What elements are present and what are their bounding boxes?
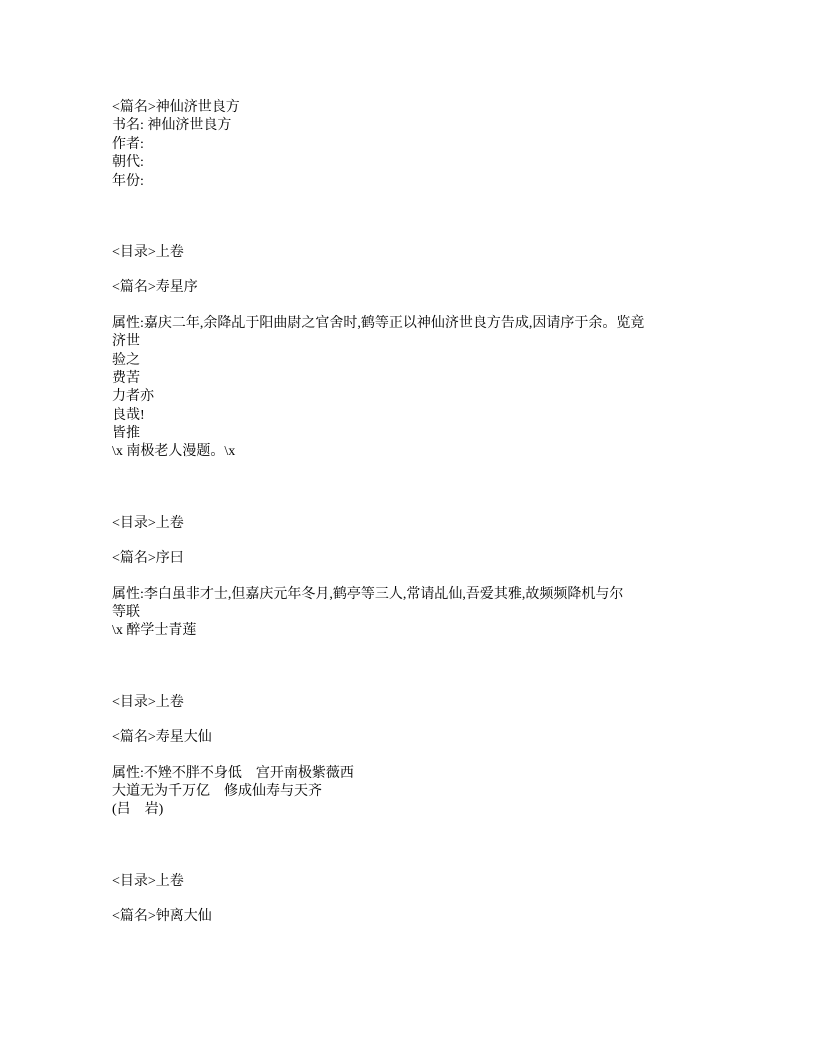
body-line: 费苦 <box>112 370 140 386</box>
section-title-line: <篇名>寿星大仙 <box>112 730 212 746</box>
header-line: 朝代: <box>112 155 144 171</box>
toc-line: <目录>上卷 <box>112 244 184 260</box>
header-line: 年份: <box>112 173 144 189</box>
body-line: \x 南极老人漫题。\x <box>112 444 236 460</box>
body-line: 济世 <box>112 334 140 350</box>
body-line: 验之 <box>112 352 140 368</box>
body-line: 属性:不矬不胖不身低 宫开南极紫薇西 <box>112 765 354 781</box>
body-line: 属性:李白虽非才士,但嘉庆元年冬月,鹤亭等三人,常请乩仙,吾爱其雅,故频频降机与尔 <box>112 586 624 602</box>
blank-lines <box>112 748 727 765</box>
body-line: 属性:嘉庆二年,余降乩于阳曲尉之官舍时,鹤等正以神仙济世良方告成,因请序于余。览竟 <box>112 315 645 331</box>
body-line: (吕 岩) <box>112 802 164 818</box>
toc-line: <目录>上卷 <box>112 515 184 531</box>
header-line: 书名: 神仙济世良方 <box>112 118 232 134</box>
blank-lines <box>112 569 727 586</box>
body-line: 良哉! <box>112 407 145 423</box>
header-line: <篇名>神仙济世良方 <box>112 100 240 115</box>
section-title-line: <篇名>序曰 <box>112 551 184 567</box>
blank-lines <box>112 298 727 315</box>
body-line: 皆推 <box>112 426 140 442</box>
toc-line: <目录>上卷 <box>112 873 184 889</box>
blank-lines <box>112 191 727 244</box>
blank-lines <box>112 820 727 873</box>
section-title-line: <篇名>寿星序 <box>112 280 198 296</box>
blank-lines <box>112 891 727 908</box>
blank-lines <box>112 712 727 729</box>
body-line: 等联 <box>112 605 140 621</box>
section-title-line: <篇名>钟离大仙 <box>112 909 212 925</box>
blank-lines <box>112 533 727 550</box>
blank-lines <box>112 462 727 515</box>
body-line: 力者亦 <box>112 389 154 405</box>
blank-lines <box>112 262 727 279</box>
body-line: \x 醉学士青莲 <box>112 623 197 639</box>
toc-line: <目录>上卷 <box>112 694 184 710</box>
body-line: 大道无为千万亿 修成仙寿与天齐 <box>112 783 322 799</box>
blank-lines <box>112 641 727 694</box>
text-flow <box>112 99 727 927</box>
header-line: 作者: <box>112 136 144 152</box>
